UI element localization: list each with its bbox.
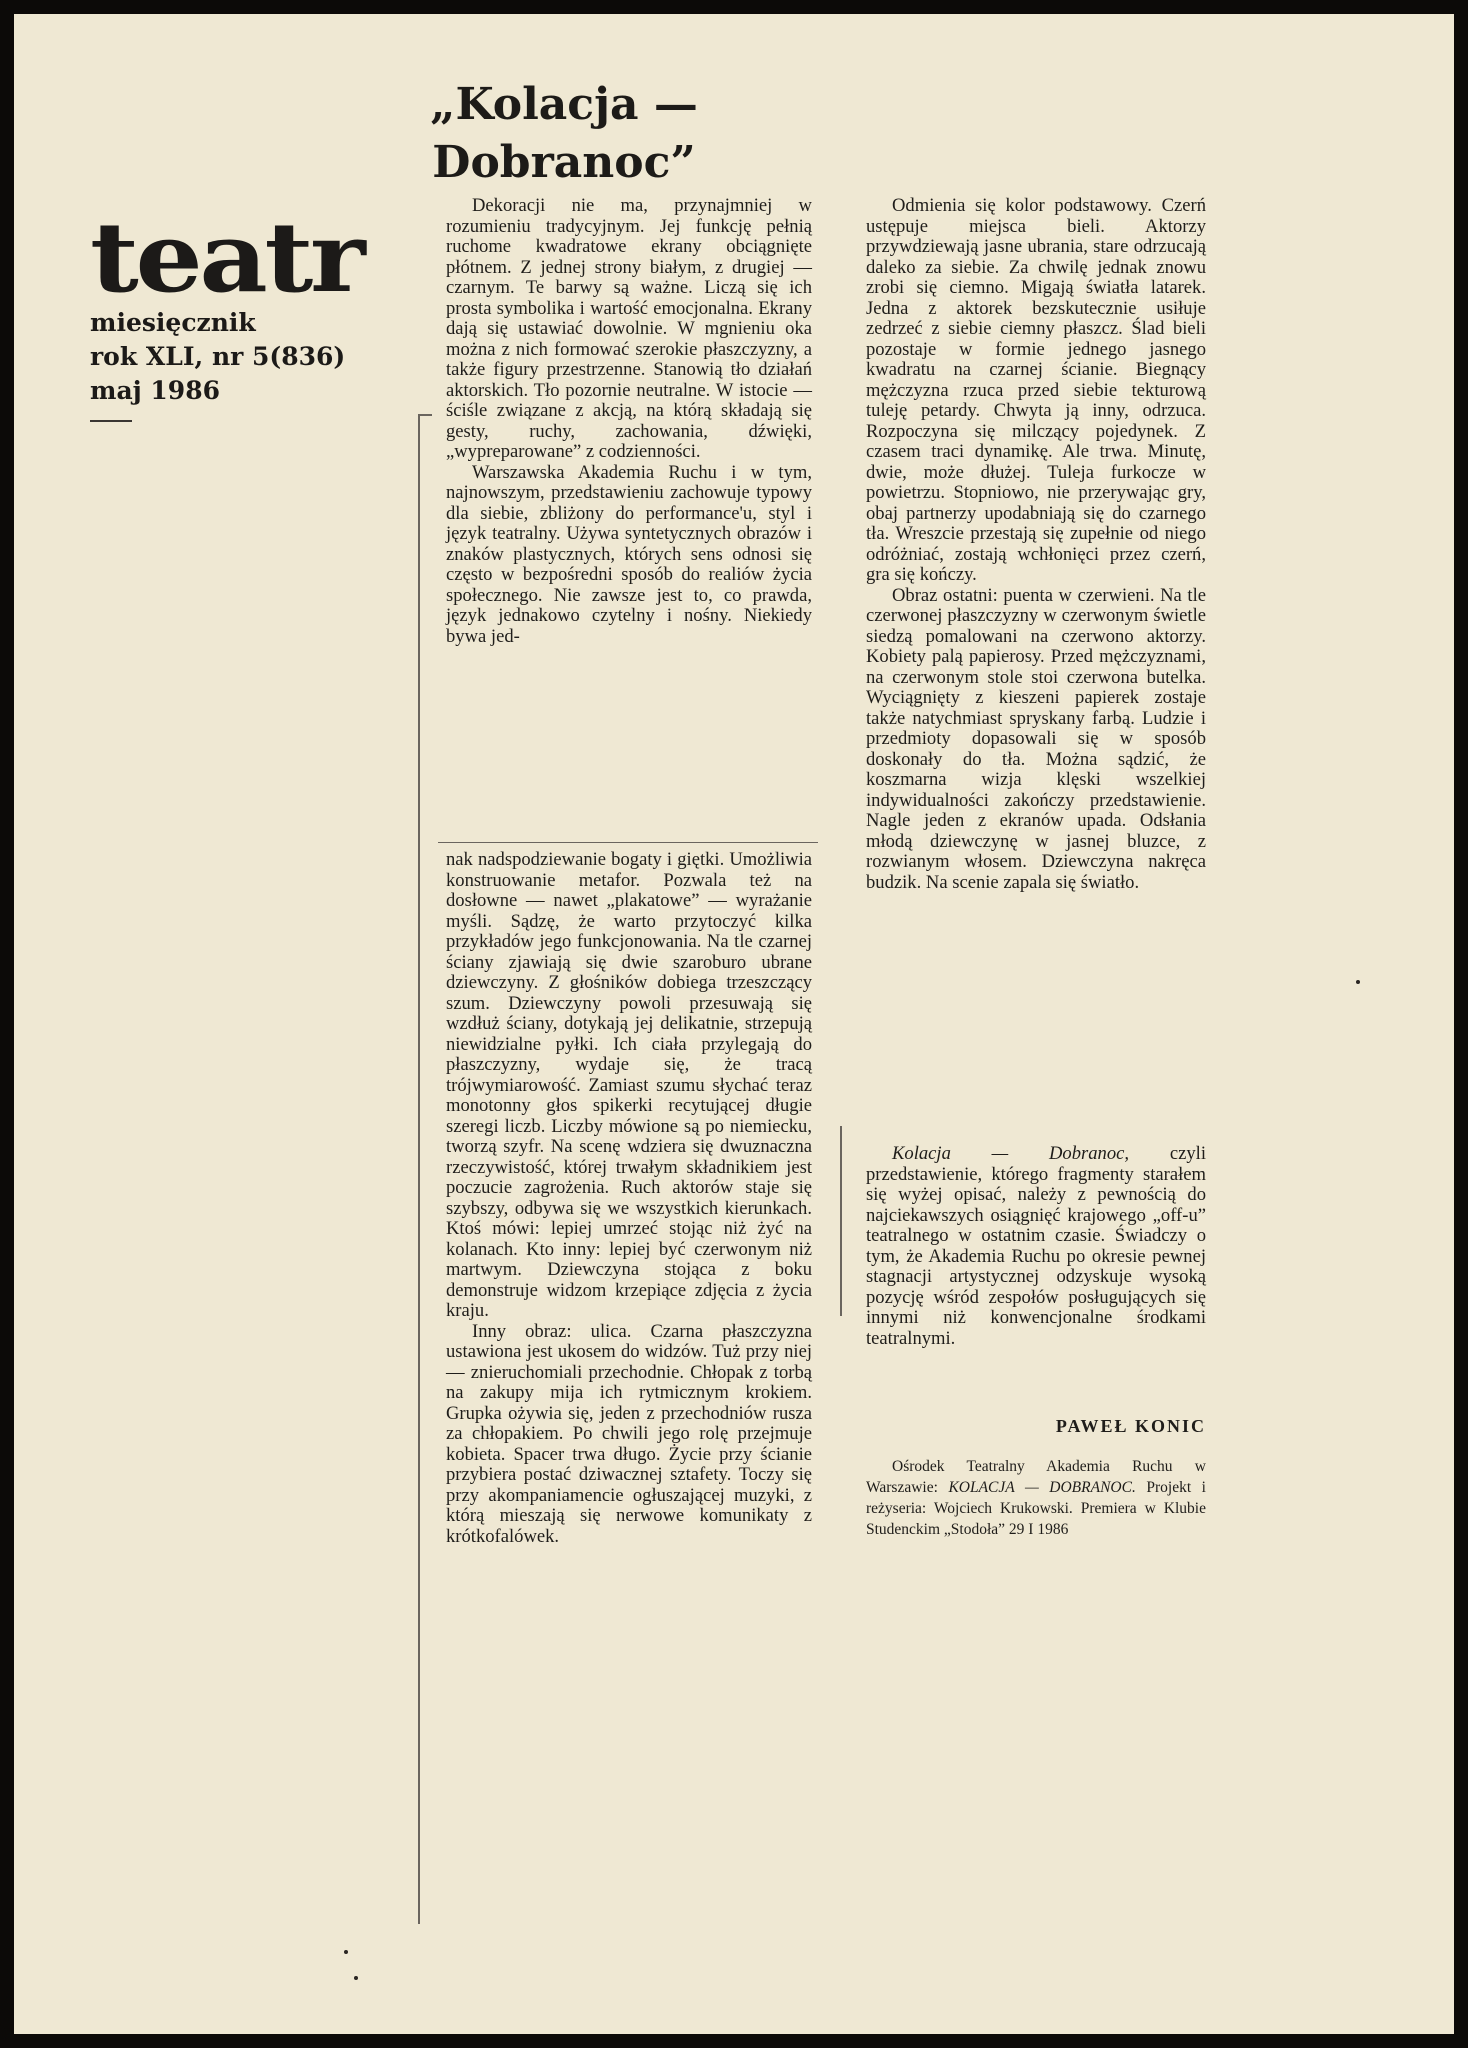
article-paragraph: Obraz ostatni: puenta w czerwieni. Na tle czerwonej płaszczyzny w czerwonym świetle siedzą pomalowani na czerwono aktorzy. Kobiety palą papierosy. Przed mężczyznami, na czerwonym stole stoi czerwona butelka. Wyciągnięty z kieszeni papierek zostaje także natychmiast spryskany farbą. Ludzie i przedmioty dopasowali się w sposób doskonały do tła. Można sądzić, że koszmarna wizja klęski wszelkiej indywidualności zakończy przedstawienie. Nagle jeden z ekranów upada. Odsłania młodą dziewczynę w jasnej bluzce, z rozwianym włosem. Dziewczyna nakręca budzik. Na scenie zapala się światło. [866, 584, 1206, 893]
clipping-edge-col3 [840, 1126, 842, 1316]
masthead-issue: rok XLI, nr 5(836) [90, 342, 346, 371]
paper-speck [344, 1950, 348, 1954]
article-paragraph: Inny obraz: ulica. Czarna płaszczyzna ustawiona jest ukosem do widzów. Tuż przy niej — znieruchomiali przechodnie. Chłopak z torbą na zakupy mija ich rytmicznym krokiem. Grupka ożywia się, jeden z przechodniów rusza za chłopakiem. Po chwili jego rolę przejmuje kobieta. Spacer trwa długo. Życie przy ścianie przybiera postać dziwacznej sztafety. Toczy się przy akompaniamencie ogłuszającej muzyki, z którą mieszają się nerwowe komunikaty z krótkofalówek. [446, 1320, 812, 1547]
article-column-1-bottom [446, 850, 812, 1547]
masthead-date: maj 1986 [90, 376, 220, 405]
clipping-edge-seam [438, 842, 818, 843]
paper-speck [354, 1976, 358, 1980]
article-paragraph [866, 1144, 1206, 1349]
article-title-line2: Dobranoc” [432, 137, 696, 188]
article-paragraph: Warszawska Akademia Ruchu i w tym, najnowszym, przedstawieniu zachowuje typowy dla siebie, zbliżony do performance'u, styl i język teatralny. Używa syntetycznych obrazów i znaków plastycznych, których sens odnosi się często w bezpośredni sposób do realiów życia społecznego. Nie zawsze jest to, co prawda, język jednakowo czytelny i nośny. Niekiedy bywa jed- [446, 461, 812, 647]
masthead [90, 201, 390, 408]
article-column-3 [866, 1144, 1206, 1349]
credits-part-a: Ośrodek Teatralny Akademia Ruchu w Warszawie: [866, 1458, 1206, 1496]
clipping-edge-top [418, 414, 432, 416]
article-title-line1: „Kolacja — [430, 79, 698, 130]
credits-play-title: KOLACJA — DOBRANOC. [948, 1479, 1136, 1496]
article-paragraph: nak nadspodziewanie bogaty i giętki. Umożliwia konstruowanie metafor. Pozwala też na dosłowne — nawet „plakatowe” — wyrażanie myśli. Sądzę, że warto przytoczyć kilka przykładów jego funkcjonowania. Na tle czarnej ściany zjawiają się dwie szaroburo ubrane dziewczyny. Z głośników dobiega trzeszczący szum. Dziewczyny powoli przesuwają się wzdłuż ściany, dotykają jej delikatnie, strzepują niewidzialne pyłki. Ich ciała przylegają do płaszczyzny, wydaje się, że tracą trójwymiarowość. Zamiast szumu słychać teraz monotonny głos spikerki recytującej długie szeregi liczb. Liczby mówione są po niemiecku, tworzą szyfr. Na scenę wdziera się dwuznaczna rzeczywistość, której trwałym składnikiem jest poczucie zagrożenia. Ruch aktorów staje się szybszy, odbywa się we wszystkich kierunkach. Ktoś mówi: lepiej umrzeć stojąc niż żyć na kolanach. Kto inny: lepiej być czerwonym niż martwym. Dziewczyna stojąca z boku demonstruje widzom krzepiące zdjęcia z życia kraju. [446, 849, 812, 1321]
play-title-italic: Kolacja — Dobranoc, [892, 1143, 1130, 1164]
clipping-edge-left [418, 414, 420, 1924]
masthead-periodicity: miesięcznik [90, 308, 256, 337]
author-signature: PAWEŁ KONIC [1055, 1416, 1206, 1436]
production-credits [866, 1456, 1206, 1540]
article-column-2 [866, 196, 1206, 893]
article-paragraph: Odmienia się kolor podstawowy. Czerń ustępuje miejsca bieli. Aktorzy przywdziewają jasne ubrania, stare odrzucają daleko za siebie. Za chwilę jednak znowu zrobi się ciemno. Migają światła latarek. Jedna z aktorek bezskutecznie usiłuje zedrzeć z siebie ciemny płaszcz. Ślad bieli pozostaje w formie jednego jasnego kwadratu na czarnej ścianie. Biegnący mężczyzna rzuca przed siebie tekturową tuleję petardy. Chwyta ją inny, odrzuca. Rozpoczyna się milczący pojedynek. Z czasem traci dynamikę. Ale trwa. Minutę, dwie, może dłużej. Tuleja furkocze w powietrzu. Stopniowo, nie przerywając gry, obaj partnerzy upodabniają się do czarnego tła. Wreszcie przestają się zupełnie od niego odróżniać, zostają wchłonięci przez czerń, gra się kończy. [866, 195, 1206, 585]
document-sheet [14, 14, 1454, 2034]
article-column-1-top [446, 196, 812, 647]
article-paragraph-text: czyli przedstawienie, którego fragmenty starałem się wyżej opisać, należy z pewnością do najciekawszych osiągnięć krajowego „off-u” teatralnego w ostatnim czasie. Świadczy o tym, że Akademia Ruchu po okresie pewnej stagnacji artystycznej odzyskuje wysoką pozycję wśród zespołów posługujących się innymi niż konwencjonalne środkami teatralnymi. [866, 1143, 1206, 1349]
paper-speck [1356, 980, 1360, 984]
masthead-logo: teatr [90, 201, 363, 314]
credits-text [866, 1456, 1206, 1540]
article-title [364, 76, 764, 192]
masthead-rule [90, 420, 132, 422]
credits-part-b: Projekt i reżyseria: Wojciech Krukowski. Premiera w Klubie Studenckim „Stodoła” 29 I 1986 [866, 1479, 1206, 1538]
article-paragraph: Dekoracji nie ma, przynajmniej w rozumieniu tradycyjnym. Jej funkcję pełnią ruchome kwadratowe ekrany obciągnięte płótnem. Z jednej strony białym, z drugiej — czarnym. Te barwy są ważne. Liczą się ich prosta symbolika i wartość emocjonalna. Ekrany dają się ustawiać dowolnie. W mgnieniu oka można z nich formować szerokie płaszczyzny, a także figury przestrzenne. Stanowią tło działań aktorskich. Tło pozornie neutralne. W istocie — ściśle związane z akcją, na którą składają się gesty, ruchy, zachowania, dźwięki, „wypreparowane” z codzienności. [446, 195, 812, 462]
